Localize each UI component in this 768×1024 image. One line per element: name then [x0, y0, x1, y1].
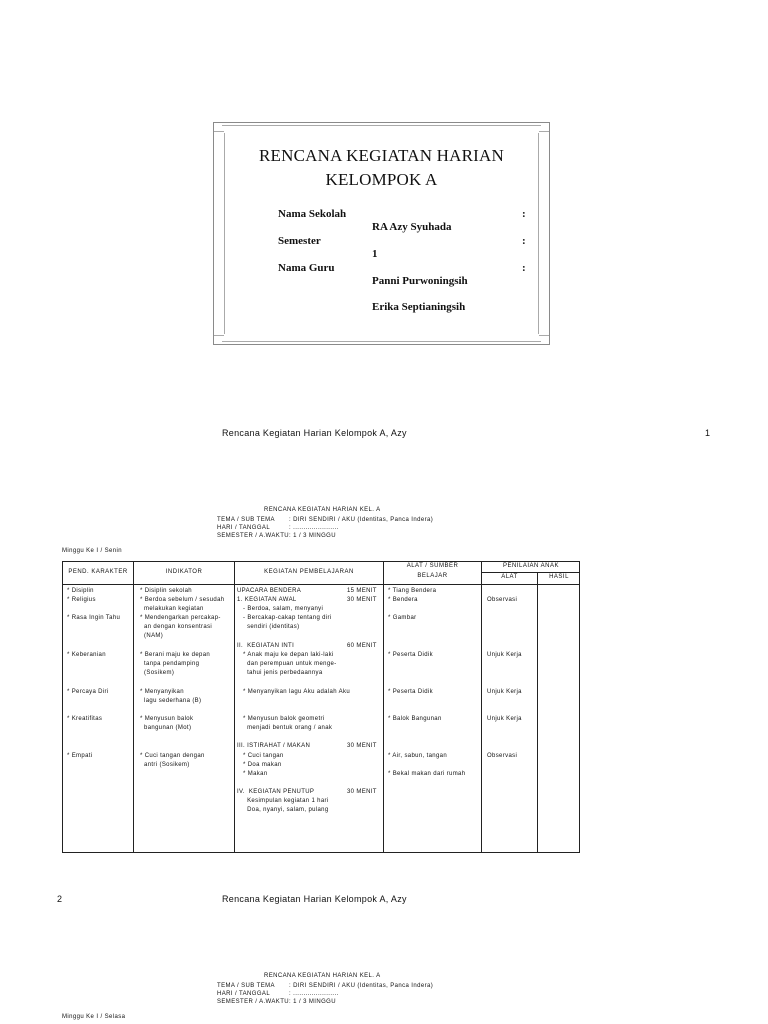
meta-theme-value: : DIRI SENDIRI / AKU (Identitas, Panca Indera): [289, 517, 434, 523]
header-alat: ALAT: [501, 574, 518, 580]
indikator-line: * Cuci tangan dengan: [140, 753, 205, 759]
penilaian-alat-item: Unjuk Kerja: [487, 689, 522, 695]
kegiatan-time: 60 MENIT: [347, 643, 377, 649]
page2-number: 2: [57, 894, 63, 904]
page2-running-title: Rencana Kegiatan Harian Kelompok A, Azy: [222, 894, 407, 904]
doc-title: RENCANA KEGIATAN HARIAN KEL. A: [264, 507, 381, 513]
indikator-line: * Berani maju ke depan: [140, 652, 211, 658]
alat-sumber-item: * Bekal makan dari rumah: [388, 771, 466, 777]
kegiatan-line: II. KEGIATAN INTI: [237, 643, 295, 649]
kegiatan-line: sendiri (identitas): [237, 624, 300, 630]
semester-colon: :: [522, 235, 526, 247]
meta-theme-value-page3: : DIRI SENDIRI / AKU (Identitas, Panca Indera): [289, 983, 434, 989]
karakter-item: * Empati: [67, 753, 93, 759]
karakter-item: * Percaya Diri: [67, 689, 109, 695]
indikator-line: * Menyanyikan: [140, 689, 184, 695]
kegiatan-line: * Menyusun balok geometri: [237, 716, 325, 722]
indikator-line: * Mendengarkan percakap-: [140, 615, 221, 621]
penilaian-alat-item: Unjuk Kerja: [487, 716, 522, 722]
activity-table: [62, 561, 580, 853]
semester-value: 1: [372, 248, 378, 260]
teacher-name-value-1: Panni Purwoningsih: [372, 275, 468, 287]
header-indikator: INDIKATOR: [165, 569, 203, 575]
kegiatan-time: 15 MENIT: [347, 588, 377, 594]
indikator-line: * Menyusun balok: [140, 716, 194, 722]
kegiatan-line: dan perempuan untuk menge-: [237, 661, 337, 667]
kegiatan-line: 1. KEGIATAN AWAL: [237, 597, 297, 603]
meta-date-label: HARI / TANGGAL: [217, 525, 271, 531]
teacher-name-value-2: Erika Septianingsih: [372, 301, 466, 313]
header-belajar: BELAJAR: [417, 573, 448, 579]
cover-title-line2: KELOMPOK A: [325, 170, 438, 189]
alat-sumber-item: * Air, sabun, tangan: [388, 753, 448, 759]
kegiatan-line: III. ISTIRAHAT / MAKAN: [237, 743, 311, 749]
header-hasil: HASIL: [549, 574, 569, 580]
penilaian-alat-item: Observasi: [487, 597, 518, 603]
indikator-line: antri (Sosikem): [140, 762, 190, 768]
header-penilaian: PENILAIAN ANAK: [502, 563, 560, 569]
cover-title-line1: RENCANA KEGIATAN HARIAN: [258, 146, 504, 165]
kegiatan-line: * Cuci tangan: [237, 753, 284, 759]
penilaian-alat-item: Unjuk Kerja: [487, 652, 522, 658]
header-alat-sumber: ALAT / SUMBER: [406, 563, 459, 569]
meta-theme-label-page3: TEMA / SUB TEMA: [217, 983, 275, 989]
semester-label: Semester: [278, 235, 321, 247]
school-name-colon: :: [522, 208, 526, 220]
indikator-line: (Sosikem): [140, 670, 175, 676]
alat-sumber-item: * Gambar: [388, 615, 417, 621]
week-label: Minggu Ke I / Senin: [62, 548, 122, 554]
kegiatan-line: * Doa makan: [237, 762, 282, 768]
indikator-line: (NAM): [140, 633, 164, 639]
kegiatan-time: 30 MENIT: [347, 597, 377, 603]
penilaian-alat-item: Observasi: [487, 753, 518, 759]
alat-sumber-item: * Balok Bangunan: [388, 716, 442, 722]
karakter-item: * Disiplin: [67, 588, 94, 594]
indikator-line: melakukan kegiatan: [140, 606, 204, 612]
kegiatan-line: tahui jenis perbedaannya: [237, 670, 323, 676]
alat-sumber-item: * Bendera: [388, 597, 418, 603]
doc-title-page3: RENCANA KEGIATAN HARIAN KEL. A: [264, 973, 381, 979]
indikator-line: bangunan (Mot): [140, 725, 192, 731]
page1-number: 1: [705, 428, 711, 438]
kegiatan-line: * Anak maju ke depan laki-laki: [237, 652, 334, 658]
alat-sumber-item: * Peserta Didik: [388, 689, 433, 695]
teacher-name-label: Nama Guru: [278, 262, 335, 274]
school-name-value: RA Azy Syuhada: [372, 221, 452, 233]
header-kegiatan: KEGIATAN PEMBELAJARAN: [264, 569, 354, 575]
kegiatan-line: Kesimpulan kegiatan 1 hari: [237, 798, 329, 804]
karakter-item: * Religius: [67, 597, 96, 603]
alat-sumber-item: * Peserta Didik: [388, 652, 433, 658]
indikator-line: an dengan konsentrasi: [140, 624, 213, 630]
kegiatan-line: menjadi bentuk orang / anak: [237, 725, 333, 731]
page1-footer-title: Rencana Kegiatan Harian Kelompok A, Azy: [222, 428, 407, 438]
meta-date-value: : ......................: [289, 525, 339, 531]
karakter-item: * Rasa Ingin Tahu: [67, 615, 121, 621]
meta-date-value-page3: : ......................: [289, 991, 339, 997]
karakter-item: * Kreatifitas: [67, 716, 103, 722]
kegiatan-line: * Makan: [237, 771, 268, 777]
karakter-item: * Keberanian: [67, 652, 106, 658]
indikator-line: lagu sederhana (B): [140, 698, 202, 704]
meta-theme-label: TEMA / SUB TEMA: [217, 517, 275, 523]
meta-semester-value: : 1 / 3 MINGGU: [289, 533, 336, 539]
school-name-label: Nama Sekolah: [278, 208, 347, 220]
kegiatan-time: 30 MENIT: [347, 743, 377, 749]
meta-date-label-page3: HARI / TANGGAL: [217, 991, 271, 997]
header-karakter: PEND. KARAKTER: [68, 569, 128, 575]
kegiatan-line: IV. KEGIATAN PENUTUP: [237, 789, 315, 795]
kegiatan-line: - Bercakap-cakap tentang diri: [237, 615, 332, 621]
kegiatan-line: UPACARA BENDERA: [237, 588, 302, 594]
teacher-name-colon: :: [522, 262, 526, 274]
alat-sumber-item: * Tiang Bendera: [388, 588, 437, 594]
kegiatan-line: * Menyanyikan lagu Aku adalah Aku: [237, 689, 351, 695]
week-label-page3: Minggu Ke I / Selasa: [62, 1014, 126, 1020]
indikator-line: tanpa pendamping: [140, 661, 200, 667]
kegiatan-time: 30 MENIT: [347, 789, 377, 795]
meta-semester-label: SEMESTER / A.WAKTU: [217, 533, 289, 539]
meta-semester-value-page3: : 1 / 3 MINGGU: [289, 999, 336, 1005]
meta-semester-label-page3: SEMESTER / A.WAKTU: [217, 999, 289, 1005]
indikator-line: * Disiplin sekolah: [140, 588, 192, 594]
kegiatan-line: - Berdoa, salam, menyanyi: [237, 606, 324, 612]
indikator-line: * Berdoa sebelum / sesudah: [140, 597, 225, 603]
kegiatan-line: Doa, nyanyi, salam, pulang: [237, 807, 329, 813]
